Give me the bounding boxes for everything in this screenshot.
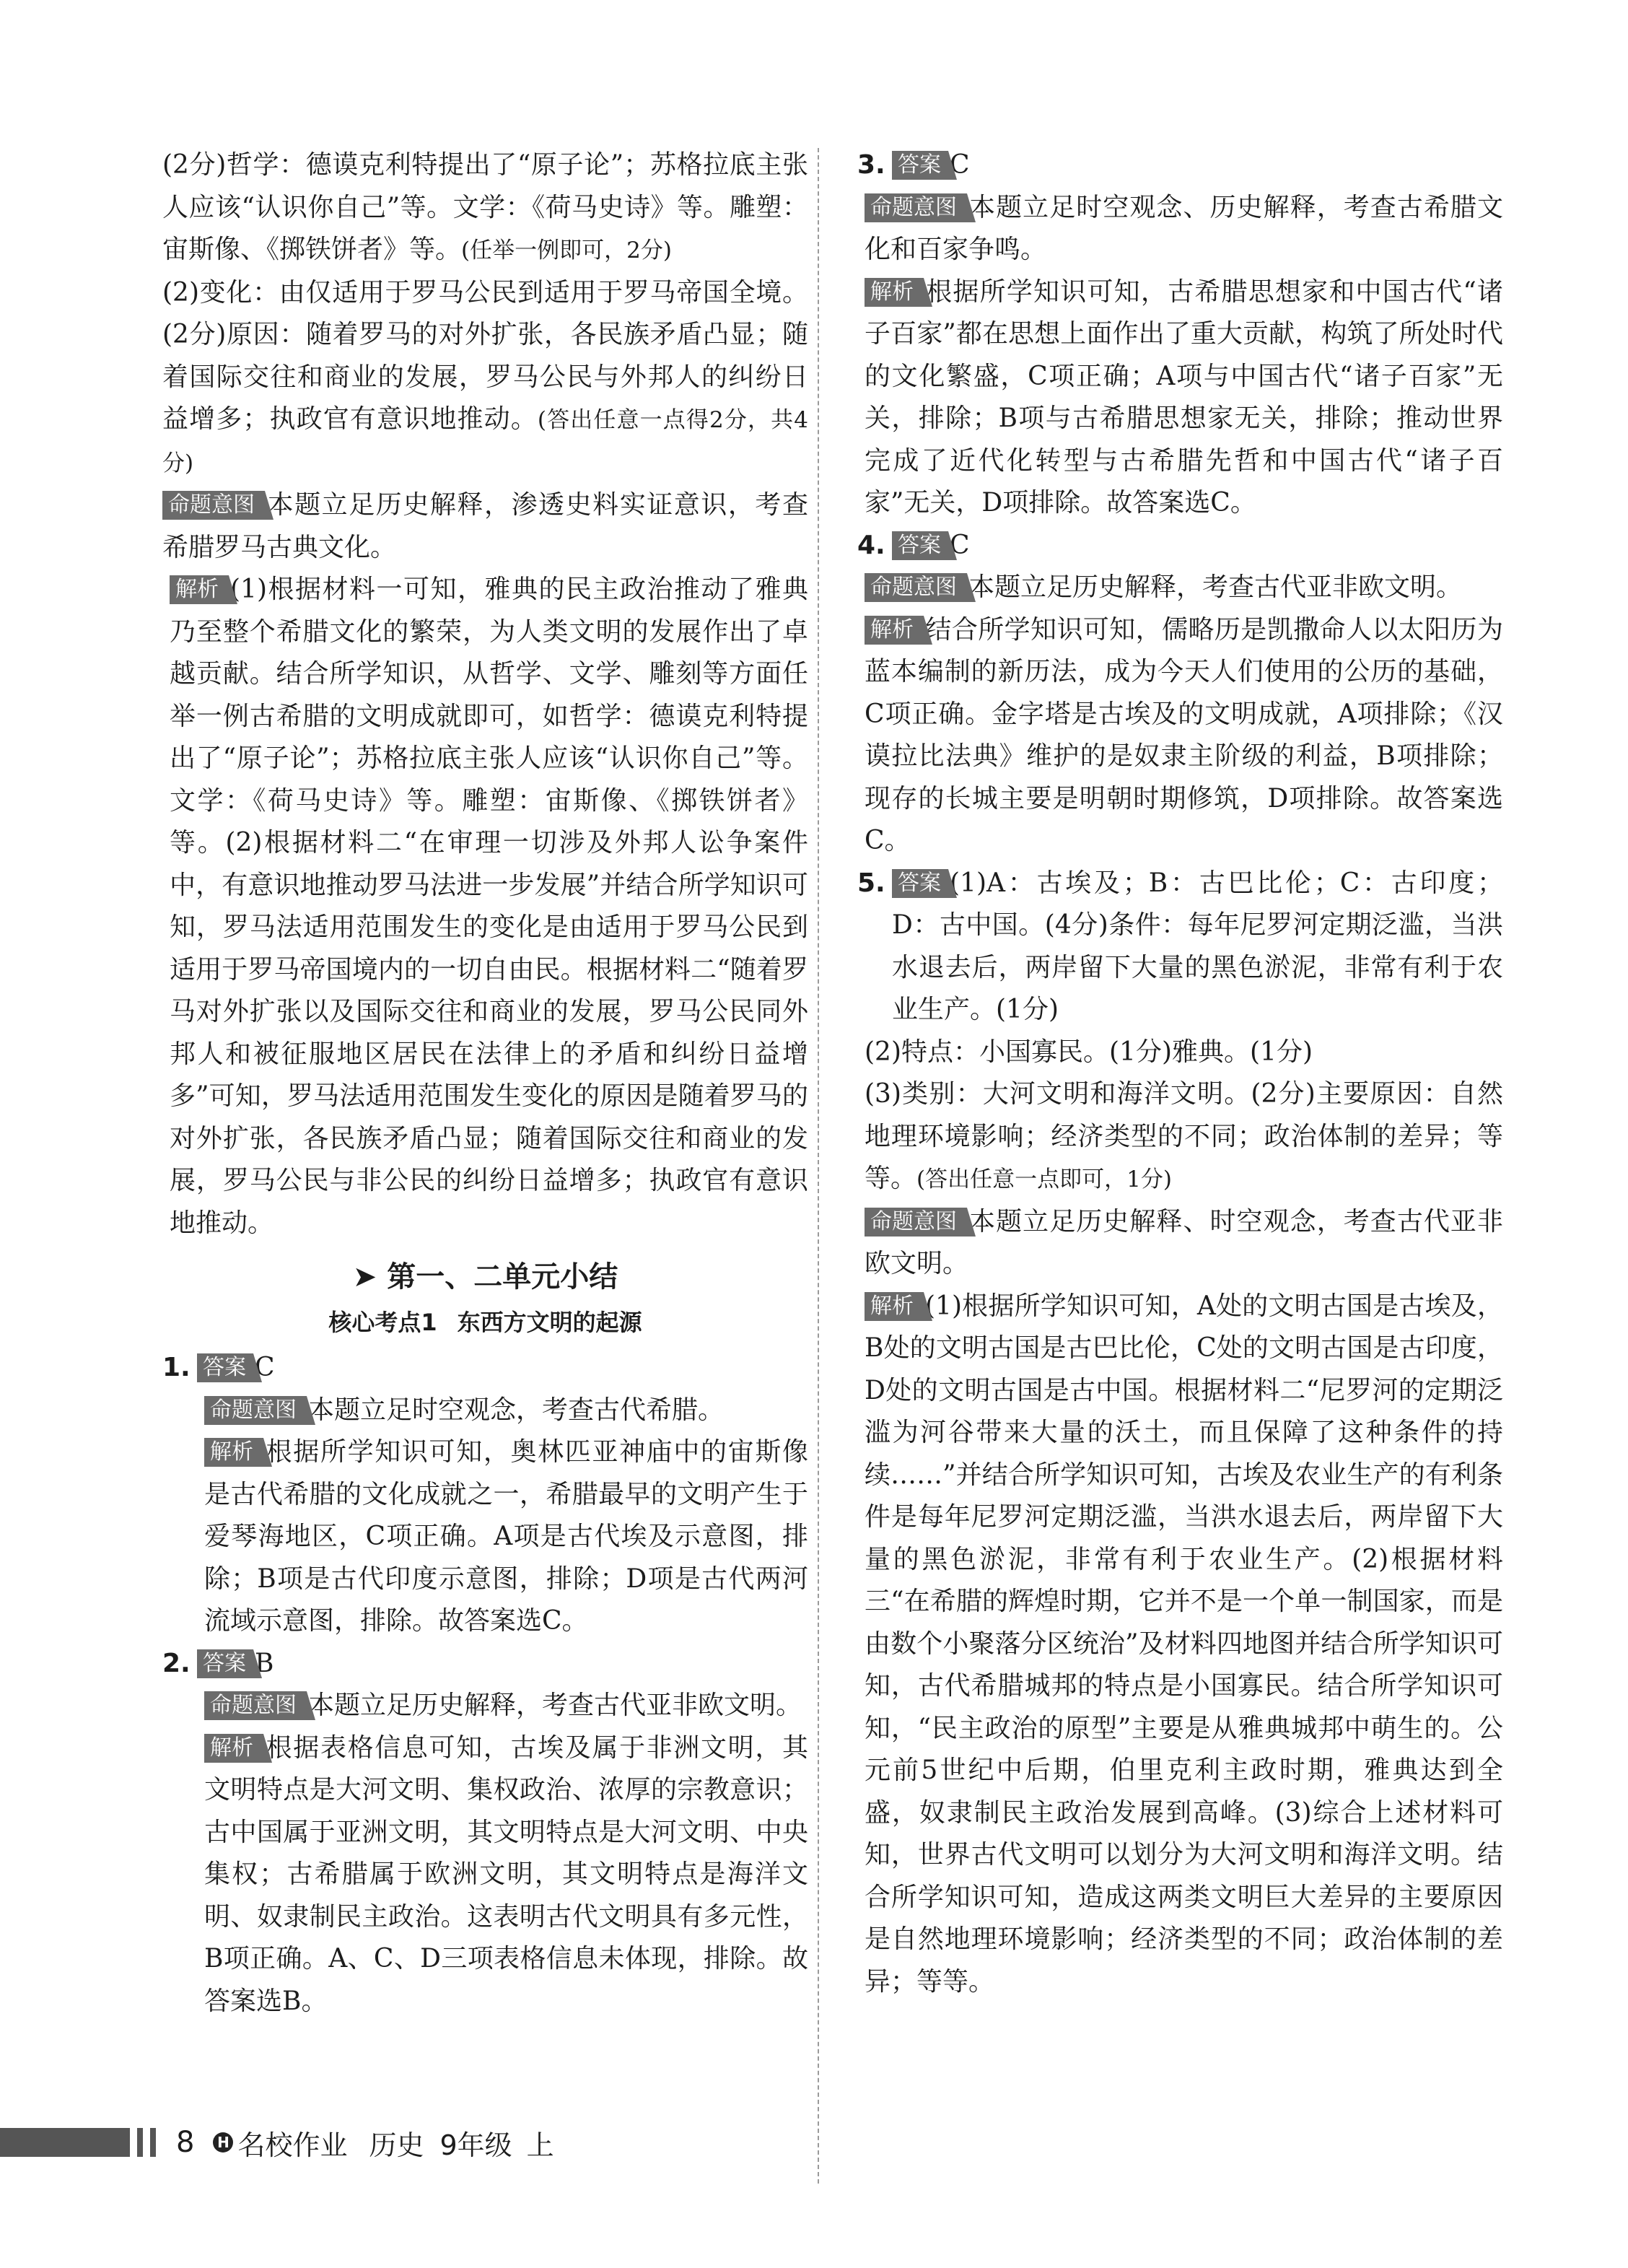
intent-tag: 命题意图 <box>865 573 967 602</box>
analysis-tag: 解析 <box>865 278 924 307</box>
q5-intent: 命题意图 本题立足历史解释、时空观念，考查古代亚非欧文明。 <box>865 1206 1503 1278</box>
footer-tick <box>150 2128 156 2157</box>
q3-answer: 答案 C <box>892 144 1503 187</box>
answer-tag: 答案 <box>892 869 948 898</box>
subject-label: 历史 <box>369 2129 424 2161</box>
intent-tag: 命题意图 <box>865 193 967 222</box>
footer-bar <box>0 2128 130 2157</box>
prev-answer-part2: (2)变化：由仅适用于罗马公民到适用于罗马帝国全境。(2分)原因：随着罗马的对外扩张，各民族矛盾凸显；随着国际交往和商业的发展，罗马公民与外邦人的纠纷日益增多；执政官有意识地推动。(答出任意一点得2分，共4分) <box>162 277 808 476</box>
question-number: 4. <box>857 530 885 560</box>
intent-tag: 命题意图 <box>204 1396 307 1425</box>
brand-logo-icon: H <box>213 2132 233 2153</box>
q1-answer: 答案 C <box>197 1347 808 1390</box>
answer-tag: 答案 <box>197 1649 253 1678</box>
q1-analysis: 解析 根据所学知识可知，奥林匹亚神庙中的宙斯像是古代希腊的文化成就之一，希腊最早的文明产生于爱琴海地区，C项正确。A项是古代埃及示意图，排除；B项是古代印度示意图，排除；D项是古代两河流域示意图，排除。故答案选C。 <box>204 1437 808 1636</box>
footer-tick <box>137 2128 143 2157</box>
question-number: 3. <box>857 150 885 180</box>
brand-name: 名校作业 <box>237 2129 348 2161</box>
analysis-tag: 解析 <box>204 1438 263 1467</box>
left-column <box>162 144 808 2023</box>
question-4 <box>857 525 1503 567</box>
q2-answer: 答案 B <box>197 1643 808 1685</box>
q5-answer-part1: 答案 (1)A：古埃及；B：古巴比伦；C：古印度；D：古中国。(4分)条件：每年尼罗河定期泛滥，当洪水退去后，两岸留下大量的黑色淤泥，非常有利于农业生产。(1分) <box>892 868 1503 1024</box>
q4-intent: 命题意图 本题立足历史解释，考查古代亚非欧文明。 <box>857 567 1503 609</box>
q1-intent: 命题意图 本题立足时空观念，考查古代希腊。 <box>197 1390 808 1432</box>
intent-tag: 命题意图 <box>162 491 265 520</box>
analysis-tag: 解析 <box>865 1292 924 1321</box>
section-title: ➤ 第一、二单元小结 <box>162 1252 808 1302</box>
intent-tag: 命题意图 <box>865 1208 967 1237</box>
question-number: 5. <box>857 868 885 898</box>
prev-analysis: 解析 (1)根据材料一可知，雅典的民主政治推动了雅典乃至整个希腊文化的繁荣，为人类文明的发展作出了卓越贡献。结合所学知识，从哲学、文学、雕刻等方面任举一例古希腊的文明成就即可，如哲学：德谟克利特提出了“原子论”；苏格拉底主张人应该“认识你自己”等。文学：《荷马史诗》等。雕塑：宙斯像、《掷铁饼者》等。(2)根据材料二“在审理一切涉及外邦人讼争案件中，有意识地推动罗马法进一步发展”并结合所学知识可知，罗马法适用范围发生的变化是由适用于罗马公民到适用于罗马帝国境内的一切自由民。根据材料二“随着罗马对外扩张以及国际交往和商业的发展，罗马公民同外邦人和被征服地区居民在法律上的矛盾和纠纷日益增多”可知，罗马法适用范围发生变化的原因是随着罗马的对外扩张，各民族矛盾凸显；随着国际交往和商业的发展，罗马公民与非公民的纠纷日益增多；执政官有意识地推动。 <box>170 575 808 1238</box>
q5-analysis: 解析 (1)根据所学知识可知，A处的文明古国是古埃及，B处的文明古国是古巴比伦，C处的文明古国是古印度，D处的文明古国是古中国。根据材料二“尼罗河的定期泛滥为河谷带来大量的沃土，而且保障了这种条件的持续……”并结合所学知识可知，古埃及农业生产的有利条件是每年尼罗河定期泛滥，当洪水退去后，两岸留下大量的黑色淤泥，非常有利于农业生产。(2)根据材料三“在希腊的辉煌时期，它并不是一个单一制国家，而是由数个小聚落分区统治”及材料四地图并结合所学知识可知，古代希腊城邦的特点是小国寡民。结合所学知识可知，“民主政治的原型”主要是从雅典城邦中萌生的。公元前5世纪中后期，伯里克利主政时期，雅典达到全盛，奴隶制民主政治发展到高峰。(3)综合上述材料可知，世界古代文明可以划分为大河文明和海洋文明。结合所学知识可知，造成这两类文明巨大差异的主要原因是自然地理环境影响；经济类型的不同；政治体制的差异；等等。 <box>865 1291 1503 1997</box>
core-topic-title: 核心考点1 东西方文明的起源 <box>328 1309 642 1336</box>
question-1 <box>162 1347 808 1643</box>
answer-tag: 答案 <box>197 1353 253 1382</box>
question-number: 1. <box>162 1353 191 1382</box>
chevron-right-icon: ➤ <box>352 1260 377 1294</box>
column-divider <box>818 148 819 2184</box>
answer-tag: 答案 <box>892 531 948 560</box>
analysis-tag: 解析 <box>170 575 229 604</box>
page-footer <box>0 2121 649 2164</box>
intent-tag: 命题意图 <box>204 1691 307 1720</box>
question-5 <box>857 863 1503 1031</box>
q2-intent: 命题意图 本题立足历史解释，考查古代亚非欧文明。 <box>197 1685 808 1727</box>
q4-answer: 答案 C <box>892 525 1503 567</box>
question-2 <box>162 1643 808 2023</box>
q5-answer-part2: (2)特点：小国寡民。(1分)雅典。(1分) <box>865 1037 1313 1067</box>
q2-analysis: 解析 根据表格信息可知，古埃及属于非洲文明，其文明特点是大河文明、集权政治、浓厚的宗教意识；古中国属于亚洲文明，其文明特点是大河文明、中央集权；古希腊属于欧洲文明，其文明特点是海洋文明、奴隶制民主政治。这表明古代文明具有多元性，B项正确。A、C、D三项表格信息未体现，排除。故答案选B。 <box>204 1732 808 2016</box>
grade-label: 9年级 <box>439 2129 512 2161</box>
question-number: 2. <box>162 1648 191 1678</box>
prev-answer-part1: (2分)哲学：德谟克利特提出了“原子论”；苏格拉底主张人应该“认识你自己”等。文学：《荷马史诗》等。雕塑：宙斯像、《掷铁饼者》等。(任举一例即可，2分) <box>162 150 808 264</box>
right-column <box>857 144 1503 2003</box>
q5-answer-part3: (3)类别：大河文明和海洋文明。(2分)主要原因：自然地理环境影响；经济类型的不同；政治体制的差异；等等。(答出任意一点即可，1分) <box>865 1079 1503 1193</box>
analysis-tag: 解析 <box>204 1734 263 1763</box>
page-number: 8 <box>176 2126 195 2159</box>
answer-tag: 答案 <box>892 151 948 180</box>
analysis-tag: 解析 <box>865 616 924 645</box>
q4-analysis: 解析 结合所学知识可知，儒略历是凯撒命人以太阳历为蓝本编制的新历法，成为今天人们使用的公历的基础，C项正确。金字塔是古埃及的文明成就，A项排除；《汉谟拉比法典》维护的是奴隶主阶级的利益，B项排除；现存的长城主要是明朝时期修筑，D项排除。故答案选C。 <box>865 614 1503 855</box>
q3-analysis: 解析 根据所学知识可知，古希腊思想家和中国古代“诸子百家”都在思想上面作出了重大贡献，构筑了所处时代的文化繁盛，C项正确；A项与中国古代“诸子百家”无关，排除；B项与古希腊思想家无关，排除；推动世界完成了近代化转型与古希腊先哲和中国古代“诸子百家”无关，D项排除。故答案选C。 <box>865 276 1503 518</box>
volume-label: 上 <box>526 2129 554 2161</box>
prev-intent: 命题意图 本题立足历史解释，渗透史料实证意识，考查希腊罗马古典文化。 <box>162 490 808 562</box>
q3-intent: 命题意图 本题立足时空观念、历史解释，考查古希腊文化和百家争鸣。 <box>865 192 1503 264</box>
question-3 <box>857 144 1503 187</box>
